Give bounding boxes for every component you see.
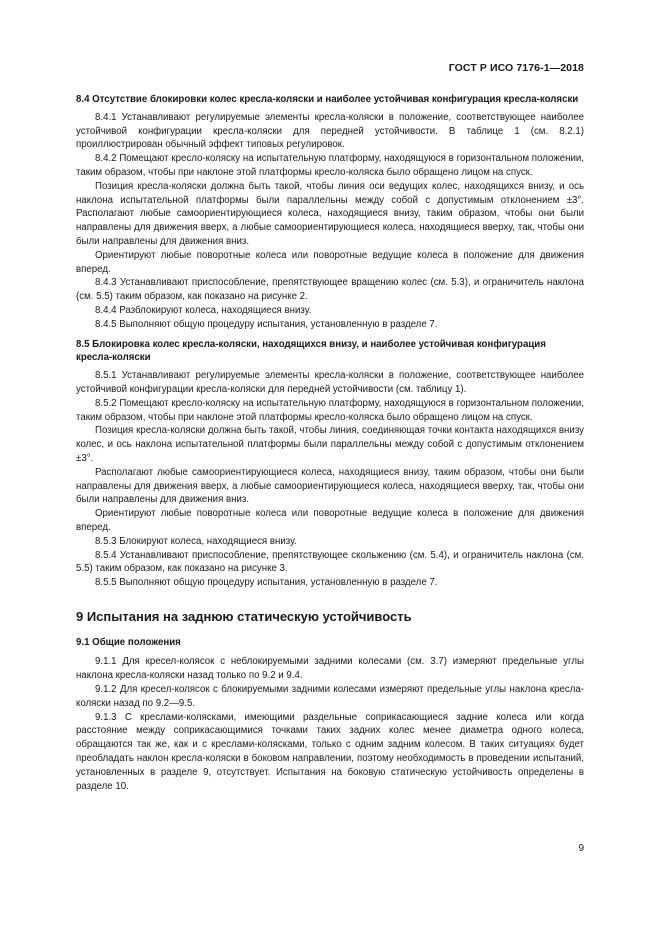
paragraph: 9.1.3 С креслами-колясками, имеющими раздельные соприкасающиеся задние колеса или когда расстояние между соприкасающимися точками таких задних колес менее диаметра одного колеса, обращаются так же, как и с креслами-колясками, только с одним задним колесом. В таких ситуациях будет преобладать наклон кресла-коляски в боковом направлении, поэтому необходимость в проведении испытаний, установленных в разделе 9, отсутствует. Испытания на боковую статическую устойчивость определены в разделе 10. bbox=[76, 711, 584, 792]
paragraph: 9.1.1 Для кресел-колясок с неблокируемыми задними колесами (см. 3.7) измеряют предельные углы наклона кресла-коляски назад только по 9.2 и 9.4. bbox=[76, 656, 584, 682]
document-header: ГОСТ Р ИСО 7176-1—2018 bbox=[448, 62, 584, 74]
paragraph: 9.1.2 Для кресел-колясок с блокируемыми задними колесами измеряют предельные углы наклона кресла-коляски назад по 9.2—9.5. bbox=[76, 684, 584, 709]
paragraph: 8.4.1 Устанавливают регулируемые элементы кресла-коляски в положение, соответствующее наиболее устойчивой конфигурации кресла-коляски для передней устойчивости. В таблице 1 (см. 8.2.1) проиллюстрирован обычный эффект типовых регулировок. bbox=[76, 111, 584, 151]
paragraph: Позиция кресла-коляски должна быть такой, чтобы линия оси ведущих колес, находящихся внизу, и ось наклона испытательной платформы были параллельны между собой с допустимым отклонением ±3°. Располагают любые самоориентирующиеся колеса, находящиеся внизу, таким образом, чтобы они были направлены для движения вверх, а любые самоориентирующиеся колеса, находящиеся вверху, так, чтобы они были направлены для движения вниз. bbox=[76, 180, 584, 247]
section-9-heading: 9 Испытания на заднюю статическую устойчивость bbox=[76, 608, 412, 624]
paragraph: 8.5.1 Устанавливают регулируемые элементы кресла-коляски в положение, соответствующее наиболее устойчивой конфигурации кресла-коляски для передней устойчивости (см. таблицу 1). bbox=[76, 370, 584, 395]
section-8-5-heading: 8.5 Блокировка колес кресла-коляски, находящихся внизу, и наиболее устойчивая конфигурация кресла-коляски bbox=[76, 338, 546, 364]
paragraph: 8.5.3 Блокируют колеса, находящиеся внизу. bbox=[95, 535, 297, 547]
paragraph: Ориентируют любые поворотные колеса или поворотные ведущие колеса в положение для движения вперед. bbox=[76, 249, 584, 275]
section-8-4-heading: 8.4 Отсутствие блокировки колес кресла-коляски и наиболее устойчивая конфигурация кресла-коляски bbox=[76, 94, 579, 105]
paragraph: Располагают любые самоориентирующиеся колеса, находящиеся внизу, таким образом, чтобы они были направлены для движения вверх, а любые самоориентирующиеся колеса, находящиеся вверху, так, чтобы они были направлены для движения вниз. bbox=[76, 466, 584, 506]
paragraph: 8.4.3 Устанавливают приспособление, препятствующее вращению колес (см. 5.3), и ограничитель наклона (см. 5.5) таким образом, как показано на рисунке 2. bbox=[76, 277, 584, 303]
paragraph: Позиция кресла-коляски должна быть такой, чтобы линия, соединяющая точки контакта находящихся внизу колес, и ось наклона испытательной платформы были параллельны между собой с допустимым отклонением ±3°. bbox=[76, 425, 584, 464]
paragraph: 8.4.2 Помещают кресло-коляску на испытательную платформу, находящуюся в горизонтальном положении, таким образом, чтобы при наклоне этой платформы кресло-коляска было обращено лицом на спуск. bbox=[76, 153, 584, 178]
paragraph: 8.5.4 Устанавливают приспособление, препятствующее скольжению (см. 5.4), и ограничитель наклона (см. 5.5) таким образом, как показано на рисунке 3. bbox=[76, 549, 584, 575]
page-content bbox=[76, 93, 584, 793]
paragraph: Ориентируют любые поворотные колеса или поворотные ведущие колеса в положение для движения вперед. bbox=[76, 508, 584, 533]
paragraph: 8.4.4 Разблокируют колеса, находящиеся внизу. bbox=[95, 304, 312, 316]
paragraph: 8.5.5 Выполняют общую процедуру испытания, установленную в разделе 7. bbox=[95, 577, 438, 589]
section-9-1-heading: 9.1 Общие положения bbox=[76, 636, 181, 648]
paragraph: 8.4.5 Выполняют общую процедуру испытания, установленную в разделе 7. bbox=[95, 318, 438, 330]
page-number: 9 bbox=[578, 843, 584, 854]
paragraph: 8.5.2 Помещают кресло-коляску на испытательную платформу, находящуюся в горизонтальном положении, таким образом, чтобы при наклоне этой платформы кресло-коляска было обращено лицом на спуск. bbox=[76, 397, 584, 423]
